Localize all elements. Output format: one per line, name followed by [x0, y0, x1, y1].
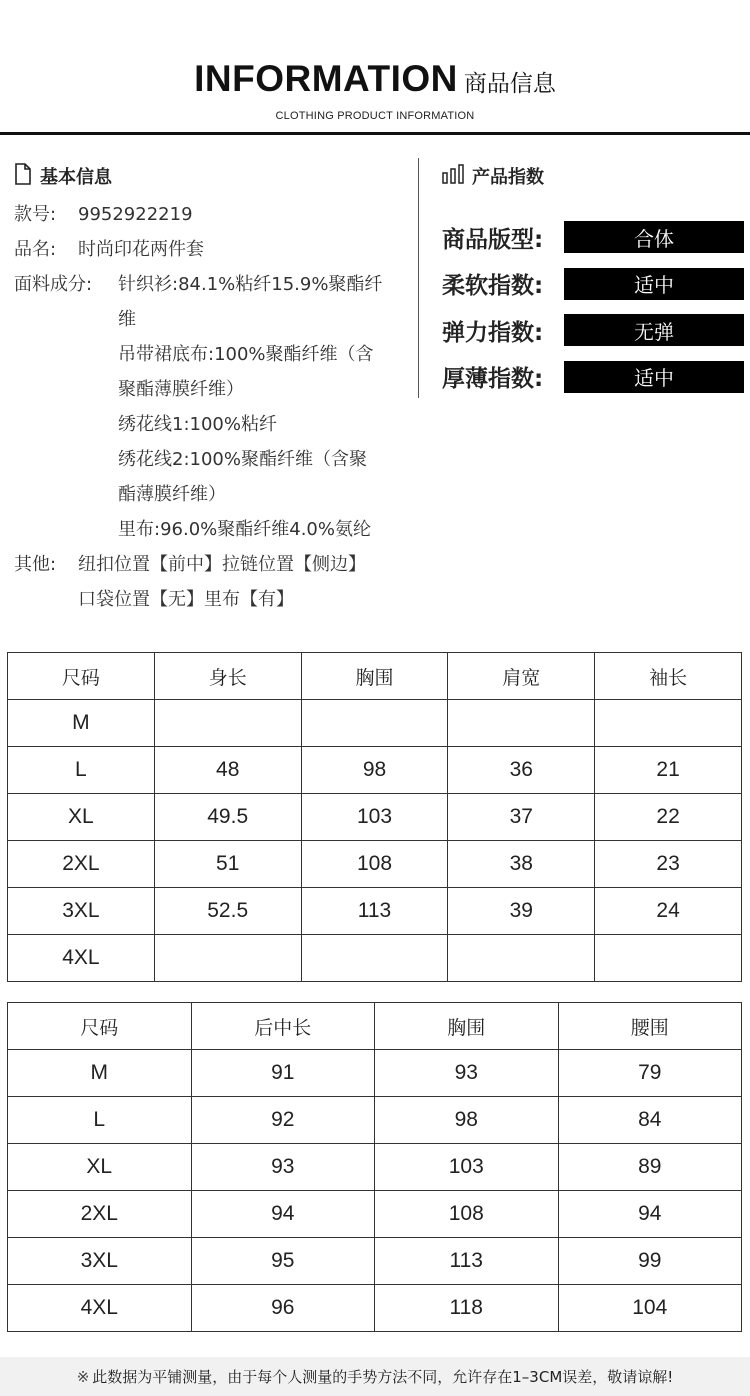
- table-cell: 84: [558, 1097, 742, 1144]
- table-cell: 104: [558, 1285, 742, 1332]
- note-text: 此数据为平铺测量，由于每个人测量的手势方法不同，允许存在1–3CM误差，敬请谅解!: [92, 1368, 674, 1386]
- info-key: 面料成分:: [14, 274, 93, 295]
- size-label-cell: M: [8, 1050, 192, 1097]
- index-key: 商品版型:: [442, 226, 544, 253]
- document-icon: [14, 163, 32, 189]
- table-row: [8, 935, 742, 982]
- table-row: [8, 1050, 742, 1097]
- table-cell: 113: [301, 888, 448, 935]
- page-title: [0, 58, 750, 100]
- table-cell: 98: [301, 747, 448, 794]
- info-value: 针织衫:84.1%粘纤15.9%聚酯纤: [118, 274, 383, 295]
- table-row: [8, 1144, 742, 1191]
- index-row-thickness: [442, 354, 746, 401]
- table-cell: [448, 700, 595, 747]
- product-index-title: 产品指数: [472, 167, 544, 188]
- index-row-fit: [442, 214, 746, 261]
- info-value: 酯薄膜纤维）: [118, 484, 226, 505]
- table-cell: 103: [301, 794, 448, 841]
- table-cell: 94: [558, 1191, 742, 1238]
- table-cell: [154, 935, 301, 982]
- index-value: 合体: [564, 221, 744, 253]
- size-label-cell: L: [8, 747, 155, 794]
- table-cell: 39: [448, 888, 595, 935]
- index-value: 适中: [564, 268, 744, 300]
- size-label-cell: M: [8, 700, 155, 747]
- table-cell: 92: [191, 1097, 375, 1144]
- table-cell: 79: [558, 1050, 742, 1097]
- table-cell: 113: [375, 1238, 559, 1285]
- basic-info-list: [14, 197, 414, 617]
- info-value: 吊带裙底布:100%聚酯纤维（含: [118, 344, 374, 365]
- info-value: 维: [118, 309, 136, 330]
- table-header-cell: 胸围: [375, 1003, 559, 1050]
- info-value: 聚酯薄膜纤维）: [118, 379, 244, 400]
- table-row: [8, 1238, 742, 1285]
- table-cell: [301, 935, 448, 982]
- table-cell: 93: [375, 1050, 559, 1097]
- table-cell: 37: [448, 794, 595, 841]
- table-cell: 118: [375, 1285, 559, 1332]
- info-value: 9952922219: [78, 204, 193, 225]
- table-row: [8, 1097, 742, 1144]
- table-cell: [301, 700, 448, 747]
- size-label-cell: 2XL: [8, 1191, 192, 1238]
- size-label-cell: XL: [8, 794, 155, 841]
- index-row-elasticity: [442, 307, 746, 354]
- index-key: 柔软指数:: [442, 273, 544, 300]
- page-subtitle: CLOTHING PRODUCT INFORMATION: [275, 110, 475, 122]
- info-row-other: [14, 547, 414, 617]
- table-cell: 24: [595, 888, 742, 935]
- size-label-cell: 3XL: [8, 1238, 192, 1285]
- title-english: INFORMATION: [194, 58, 458, 99]
- info-row-style-no: [14, 197, 414, 232]
- table-cell: 23: [595, 841, 742, 888]
- table-cell: 95: [191, 1238, 375, 1285]
- table-cell: 103: [375, 1144, 559, 1191]
- index-row-softness: [442, 261, 746, 308]
- table-cell: 93: [191, 1144, 375, 1191]
- table-header-cell: 腰围: [558, 1003, 742, 1050]
- index-value: 适中: [564, 361, 744, 393]
- size-table-top: [7, 652, 742, 982]
- table-cell: [595, 935, 742, 982]
- table-cell: 94: [191, 1191, 375, 1238]
- table-cell: 51: [154, 841, 301, 888]
- size-label-cell: 3XL: [8, 888, 155, 935]
- basic-info-heading: [14, 162, 414, 190]
- info-value: 口袋位置【无】里布【有】: [78, 589, 294, 610]
- table-cell: 52.5: [154, 888, 301, 935]
- index-value: 无弹: [564, 314, 744, 346]
- table-cell: [154, 700, 301, 747]
- table-row: [8, 794, 742, 841]
- info-value: 绣花线1:100%粘纤: [118, 414, 277, 435]
- info-key: 款号:: [14, 204, 57, 225]
- table-row: [8, 700, 742, 747]
- table-cell: 48: [154, 747, 301, 794]
- product-index-list: [442, 214, 746, 400]
- size-label-cell: L: [8, 1097, 192, 1144]
- measurement-note: [0, 1357, 750, 1396]
- table-header-cell: 尺码: [8, 653, 155, 700]
- size-label-cell: 4XL: [8, 935, 155, 982]
- info-key: 其他:: [14, 554, 57, 575]
- table-header-cell: 后中长: [191, 1003, 375, 1050]
- size-label-cell: 4XL: [8, 1285, 192, 1332]
- size-label-cell: XL: [8, 1144, 192, 1191]
- table-header-cell: 胸围: [301, 653, 448, 700]
- table-cell: [448, 935, 595, 982]
- product-index-section: [442, 162, 746, 400]
- product-index-heading: [442, 162, 746, 190]
- basic-info-title: 基本信息: [40, 167, 112, 188]
- table-cell: 108: [301, 841, 448, 888]
- info-value: 时尚印花两件套: [78, 239, 204, 260]
- table-cell: 99: [558, 1238, 742, 1285]
- note-mark: ※: [76, 1367, 90, 1386]
- table-header-cell: 肩宽: [448, 653, 595, 700]
- table-row: [8, 1191, 742, 1238]
- info-value: 绣花线2:100%聚酯纤维（含聚: [118, 449, 367, 470]
- table-header-row: [8, 1003, 742, 1050]
- info-key: 品名:: [14, 239, 57, 260]
- info-row-product-name: [14, 232, 414, 267]
- table-header-cell: 尺码: [8, 1003, 192, 1050]
- table-cell: 49.5: [154, 794, 301, 841]
- table-cell: 21: [595, 747, 742, 794]
- table-cell: 22: [595, 794, 742, 841]
- basic-info-section: [14, 162, 414, 617]
- table-row: [8, 841, 742, 888]
- table-cell: 36: [448, 747, 595, 794]
- table-cell: 108: [375, 1191, 559, 1238]
- bar-chart-icon: [442, 164, 464, 188]
- section-divider: [418, 158, 419, 398]
- size-table-bottom: [7, 1002, 742, 1332]
- table-cell: 96: [191, 1285, 375, 1332]
- table-cell: 89: [558, 1144, 742, 1191]
- info-row-fabric: [14, 267, 414, 547]
- index-key: 弹力指数:: [442, 319, 544, 346]
- table-row: [8, 747, 742, 794]
- table-row: [8, 1285, 742, 1332]
- table-header-cell: 身长: [154, 653, 301, 700]
- size-label-cell: 2XL: [8, 841, 155, 888]
- page-header: [0, 0, 750, 140]
- index-key: 厚薄指数:: [442, 366, 544, 393]
- title-chinese: 商品信息: [463, 71, 556, 97]
- table-header-row: [8, 653, 742, 700]
- table-cell: 91: [191, 1050, 375, 1097]
- table-cell: 38: [448, 841, 595, 888]
- header-divider: [0, 132, 750, 135]
- table-cell: [595, 700, 742, 747]
- table-header-cell: 袖长: [595, 653, 742, 700]
- info-value: 里布:96.0%聚酯纤维4.0%氨纶: [118, 519, 371, 540]
- table-cell: 98: [375, 1097, 559, 1144]
- table-row: [8, 888, 742, 935]
- info-value: 纽扣位置【前中】拉链位置【侧边】: [78, 554, 366, 575]
